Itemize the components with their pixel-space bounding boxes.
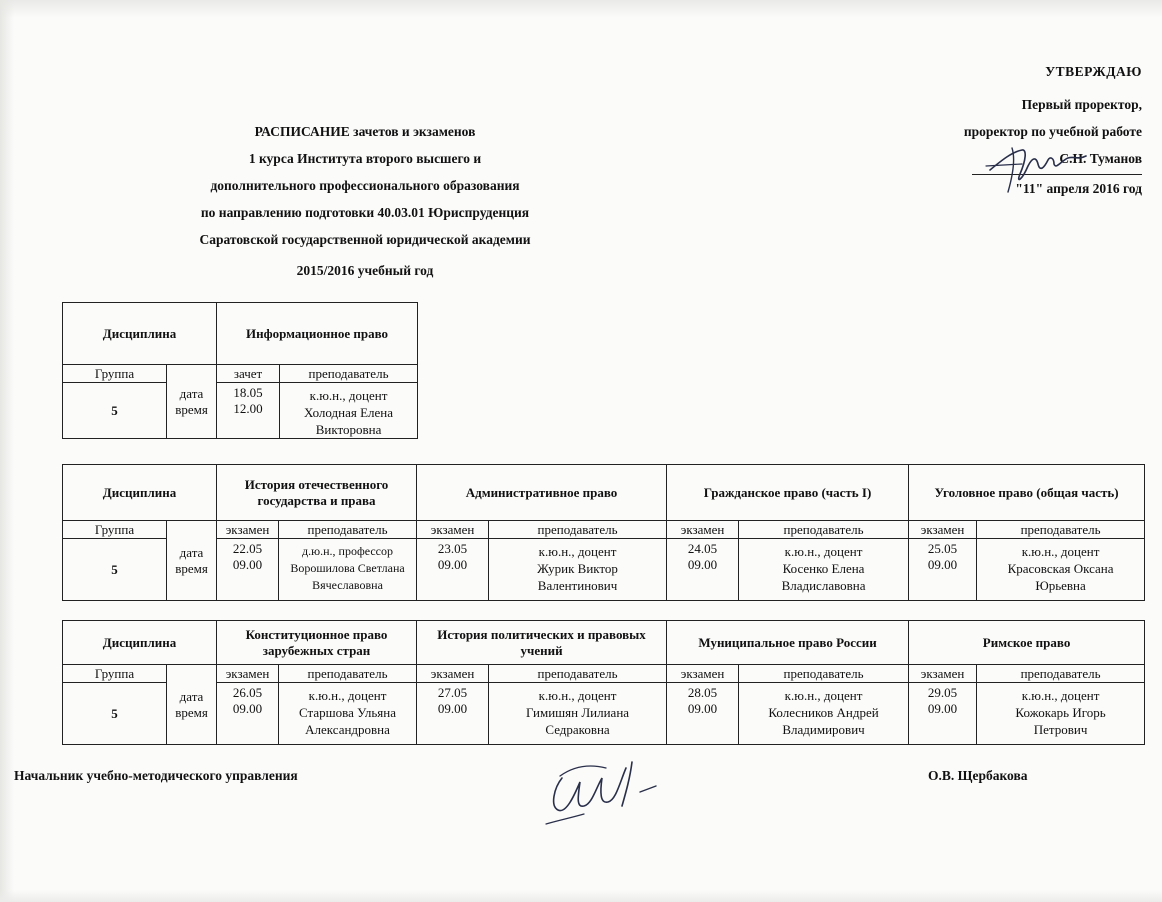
exam-date: 29.05 — [927, 685, 958, 700]
exam-time: 09.00 — [232, 701, 263, 716]
exam-datetime — [217, 383, 280, 439]
teacher-patronymic: Петрович — [1033, 722, 1088, 737]
title-line5: Саратовской государственной юридической академии — [199, 232, 531, 247]
date-label: дата — [179, 385, 204, 401]
approver-signature-icon — [982, 130, 1102, 200]
exam-date: 24.05 — [687, 541, 718, 556]
title-line1: РАСПИСАНИЕ зачетов и экзаменов — [254, 124, 476, 139]
teacher-title: к.ю.н., доцент — [538, 688, 617, 703]
teacher-name: Колесников Андрей — [768, 705, 879, 720]
discipline-header: Дисциплина — [63, 303, 217, 365]
teacher-cell — [280, 383, 418, 439]
exam-date: 22.05 — [232, 541, 263, 556]
teacher-patronymic: Владимирович — [782, 722, 865, 737]
time-label: время — [175, 704, 208, 720]
teacher-header: преподаватель — [279, 665, 417, 683]
teacher-cell — [977, 683, 1145, 745]
exam-time: 09.00 — [437, 557, 468, 572]
teacher-title: к.ю.н., доцент — [784, 688, 863, 703]
teacher-header: преподаватель — [977, 665, 1145, 683]
teacher-name: Красовская Оксана — [1007, 561, 1114, 576]
title-line4: по направлению подготовки 40.03.01 Юриспруденция — [200, 205, 530, 220]
exam-date: 23.05 — [437, 541, 468, 556]
kind-header: экзамен — [667, 521, 739, 539]
footer-position: Начальник учебно-методического управления — [14, 768, 298, 783]
subject-name: Гражданское право (часть I) — [667, 465, 909, 521]
kind-header: экзамен — [667, 665, 739, 683]
teacher-patronymic: Седраковна — [545, 722, 610, 737]
exam-time: 09.00 — [927, 557, 958, 572]
teacher-name: Ворошилова Светлана — [290, 561, 405, 575]
schedule-table-exams-1 — [62, 464, 1145, 601]
kind-header: зачет — [217, 365, 280, 383]
teacher-header: преподаватель — [489, 521, 667, 539]
schedule-table-exams-2 — [62, 620, 1145, 745]
subject-name: Уголовное право (общая часть) — [909, 465, 1145, 521]
teacher-header: преподаватель — [279, 521, 417, 539]
date-label: дата — [179, 688, 204, 704]
exam-time: 12.00 — [233, 401, 263, 416]
exam-time: 09.00 — [437, 701, 468, 716]
exam-time: 09.00 — [232, 557, 263, 572]
footer-signature-icon — [540, 748, 670, 828]
kind-header: экзамен — [417, 665, 489, 683]
teacher-header: преподаватель — [489, 665, 667, 683]
exam-datetime — [417, 539, 489, 601]
teacher-name: Кожокарь Игорь — [1015, 705, 1106, 720]
exam-datetime — [909, 539, 977, 601]
teacher-patronymic: Владиславовна — [781, 578, 866, 593]
kind-header: экзамен — [417, 521, 489, 539]
kind-header: экзамен — [217, 521, 279, 539]
subject-name: Муниципальное право России — [667, 621, 909, 665]
exam-date: 18.05 — [233, 385, 263, 400]
document-title — [130, 118, 600, 284]
date-time-label — [167, 521, 217, 601]
teacher-patronymic: Вячеславовна — [312, 578, 383, 592]
exam-datetime — [217, 683, 279, 745]
teacher-name: Холодная Елена — [304, 405, 394, 420]
group-header: Группа — [63, 521, 167, 539]
teacher-name: Гимишян Лилиана — [525, 705, 630, 720]
subject-name: Административное право — [417, 465, 667, 521]
title-academic-year: 2015/2016 учебный год — [296, 263, 434, 278]
exam-time: 09.00 — [927, 701, 958, 716]
teacher-header: преподаватель — [977, 521, 1145, 539]
teacher-title: к.ю.н., доцент — [1021, 688, 1100, 703]
group-number: 5 — [63, 383, 167, 439]
subject-name: История политических и правовых учений — [417, 621, 667, 665]
title-line3: дополнительного профессионального образования — [210, 178, 520, 193]
date-label: дата — [179, 544, 204, 560]
subject-name: Римское право — [909, 621, 1145, 665]
approver-name: С.Н. Туманов — [1059, 151, 1142, 166]
date-time-label — [167, 365, 217, 439]
teacher-cell — [489, 683, 667, 745]
group-number: 5 — [63, 539, 167, 601]
exam-datetime — [417, 683, 489, 745]
teacher-patronymic: Юрьевна — [1035, 578, 1086, 593]
teacher-cell — [977, 539, 1145, 601]
paper-edge-left — [0, 0, 14, 902]
paper-edge-bottom — [0, 890, 1162, 902]
time-label: время — [175, 401, 208, 417]
teacher-cell — [279, 683, 417, 745]
group-header: Группа — [63, 665, 167, 683]
teacher-title: к.ю.н., доцент — [538, 544, 617, 559]
schedule-table-credit — [62, 302, 418, 439]
group-number: 5 — [63, 683, 167, 745]
teacher-title: к.ю.н., доцент — [308, 688, 387, 703]
approver-position-line2: проректор по учебной работе — [963, 124, 1142, 139]
discipline-header: Дисциплина — [63, 465, 217, 521]
approver-position-line1: Первый проректор, — [1021, 97, 1142, 112]
date-time-label — [167, 665, 217, 745]
subject-name: Информационное право — [217, 303, 418, 365]
paper-edge-top — [0, 0, 1162, 18]
subject-name: История отечественного государства и права — [217, 465, 417, 521]
kind-header: экзамен — [909, 521, 977, 539]
teacher-cell — [739, 539, 909, 601]
exam-date: 28.05 — [687, 685, 718, 700]
exam-datetime — [667, 683, 739, 745]
kind-header: экзамен — [909, 665, 977, 683]
teacher-title: д.ю.н., профессор — [302, 544, 393, 558]
kind-header: экзамен — [217, 665, 279, 683]
teacher-cell — [739, 683, 909, 745]
teacher-patronymic: Викторовна — [315, 422, 382, 437]
exam-datetime — [667, 539, 739, 601]
teacher-title: к.ю.н., доцент — [784, 544, 863, 559]
exam-date: 25.05 — [927, 541, 958, 556]
teacher-header: преподаватель — [280, 365, 418, 383]
teacher-title: к.ю.н., доцент — [309, 388, 388, 403]
teacher-cell — [279, 539, 417, 601]
teacher-name: Старшова Ульяна — [299, 705, 396, 720]
teacher-name: Косенко Елена — [782, 561, 865, 576]
teacher-name: Журик Виктор — [537, 561, 618, 576]
exam-time: 09.00 — [687, 701, 718, 716]
group-header: Группа — [63, 365, 167, 383]
approve-label: УТВЕРЖДАЮ — [1045, 64, 1142, 79]
footer-name: О.В. Щербакова — [928, 768, 1028, 783]
exam-date: 26.05 — [232, 685, 263, 700]
exam-date: 27.05 — [437, 685, 468, 700]
teacher-patronymic: Валентинович — [537, 578, 618, 593]
teacher-header: преподаватель — [739, 665, 909, 683]
approval-date: "11" апреля 2016 год — [1015, 181, 1142, 196]
exam-datetime — [909, 683, 977, 745]
teacher-title: к.ю.н., доцент — [1021, 544, 1100, 559]
subject-name: Конституционное право зарубежных стран — [217, 621, 417, 665]
teacher-patronymic: Александровна — [305, 722, 390, 737]
exam-time: 09.00 — [687, 557, 718, 572]
exam-datetime — [217, 539, 279, 601]
discipline-header: Дисциплина — [63, 621, 217, 665]
teacher-header: преподаватель — [739, 521, 909, 539]
time-label: время — [175, 560, 208, 576]
title-line2: 1 курса Института второго высшего и — [248, 151, 482, 166]
teacher-cell — [489, 539, 667, 601]
